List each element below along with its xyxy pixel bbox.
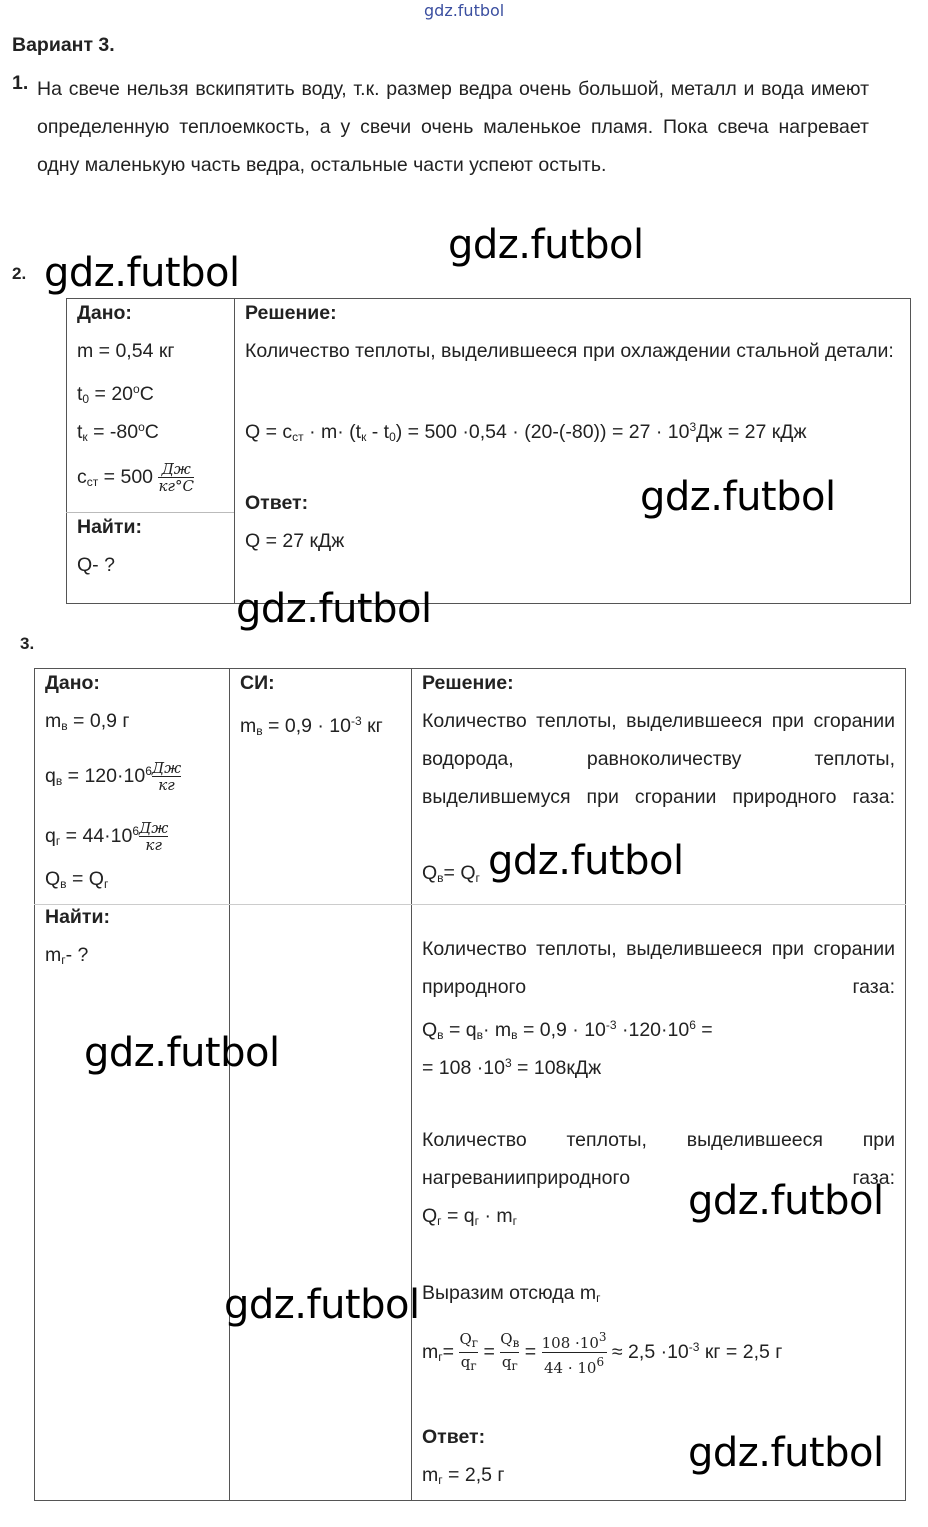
p3-eq4: $Q_г = q_г \cdot m_г$	[422, 1205, 517, 1228]
si-label: СИ:	[240, 672, 275, 694]
answer-label: Ответ:	[245, 492, 309, 514]
find-label: Найти:	[77, 516, 142, 538]
p3-eq1: $Q_в= Q_г$	[422, 862, 480, 885]
variant-title: Вариант 3.	[12, 34, 115, 56]
watermark: gdz.futbol	[640, 474, 836, 520]
p3-solution-label: Решение:	[422, 672, 514, 694]
problem-1-text: На свече нельзя вскипятить воду, т.к. размер ведра очень большой, металл и вода имеют определенную теплоемкость, а у свечи очень маленькое пламя. Пока свеча нагревает одну маленькую часть ведра, остальные части успеют остыть.	[37, 78, 869, 176]
solution-formula: $Q = c_{ст} \cdot m\cdot (t_к - t_0) = 500 \cdot 0,54 \cdot (20-(-80)) = 27 \cdot 10^3Дж = 27$ кДж	[245, 420, 807, 444]
p3-text3: Количество теплоты, выделившееся при нагреванииприродного газа:	[422, 1129, 895, 1189]
given-label: Дано:	[77, 302, 132, 324]
p3-eq3: = $108 \cdot 10^3 = 108кДж$	[422, 1056, 602, 1079]
p3-answer-label: Ответ:	[422, 1426, 486, 1448]
given-tk: $t_к = -80^oC$	[77, 420, 159, 444]
header-watermark: gdz.futbol	[424, 1, 505, 20]
given-t0: $t_0 = 20^oC$	[77, 382, 154, 406]
watermark: gdz.futbol	[488, 838, 684, 884]
answer-value: Q = 27 кДж	[245, 530, 345, 552]
p3-given-label: Дано:	[45, 672, 100, 694]
p3-text1: Количество теплоты, выделившееся при сгорании водорода, равноколичеству теплоты, выделившемуся при сгорании природного газа:	[422, 710, 895, 808]
p3-find-value: $m_г-$ ?	[45, 944, 89, 967]
p3-find-label: Найти:	[45, 906, 110, 928]
problem-1-number: 1.	[12, 72, 29, 94]
p3-answer-value: $m_г = 2,5$ г	[422, 1464, 505, 1487]
p3-eq2: $Q_в = q_в\cdot m_в = 0,9 \cdot 10^{-3} \cdot 120\cdot 10^6$ =	[422, 1018, 713, 1042]
p3-text2: Количество теплоты, выделившееся при сгорании природного газа:	[422, 938, 895, 998]
p3-eq5: $m_г=$ $Q_г$ $q_г$ = $Q_в$ $q_г$ = $\frac{108 \cdot 10^3}{44 \cdot 10^6}$ ≈ $2,5 \cdot 10^{-3}$ кг = 2,5 г	[422, 1330, 783, 1378]
given-c: $c_{ст} = 500$ $\frac{Дж}{кг^\circ C}$	[77, 460, 194, 496]
watermark: gdz.futbol	[84, 1030, 280, 1076]
watermark: gdz.futbol	[224, 1282, 420, 1328]
watermark: gdz.futbol	[688, 1430, 884, 1476]
p3-text4: Выразим отсюда $m_г$	[422, 1282, 601, 1305]
watermark: gdz.futbol	[688, 1178, 884, 1224]
given-mass: m = 0,54 кг	[77, 340, 175, 362]
problem-2-number: 2.	[12, 264, 27, 283]
solution-text: Количество теплоты, выделившееся при охлаждении стальной детали:	[245, 340, 894, 362]
problem-3-number: 3.	[20, 634, 35, 653]
p3-given-qg: $q_г = 44\cdot 10^6$ $\frac{Дж}{кг}$	[45, 819, 169, 855]
solution-label: Решение:	[245, 302, 337, 324]
watermark: gdz.futbol	[44, 250, 240, 296]
si-value: $m_в = 0,9 \cdot 10^{-3}$ кг	[240, 714, 383, 738]
watermark: gdz.futbol	[448, 222, 644, 268]
unit-fraction: $\frac{Дж}{кг^\circ C}$	[158, 460, 194, 496]
watermark: gdz.futbol	[236, 586, 432, 632]
p3-given-qb: $q_в = 120\cdot 10^6$ $\frac{Дж}{кг}$	[45, 759, 182, 795]
p3-given-mb: $m_в = 0,9$ г	[45, 710, 130, 733]
p3-given-eq: $Q_в = Q_г$	[45, 868, 109, 891]
find-value: Q- ?	[77, 554, 115, 576]
